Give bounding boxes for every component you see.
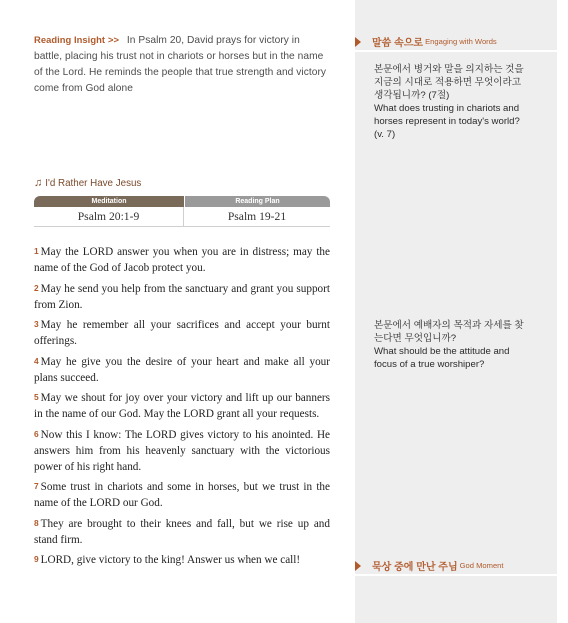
verse-number: 2 (34, 282, 39, 293)
verse (34, 552, 330, 568)
verse-text: Now this I know: The LORD gives victory to his anointed. He answers him from his heavenly sanctuary with the victorious power of his right hand. (34, 428, 330, 473)
verse-text: May the LORD answer you when you are in distress; may the name of the God of Jacob protect you. (34, 246, 330, 274)
verse-number: 8 (34, 517, 39, 528)
verse-number: 1 (34, 246, 39, 256)
scripture-passage (34, 244, 330, 573)
chevron-right-icon: >> (107, 34, 120, 45)
verse-number: 9 (34, 554, 39, 564)
reading-plan-passage: Psalm 19-21 (227, 210, 287, 223)
verse-number: 3 (34, 319, 39, 329)
reading-plan-tab-label: Reading Plan (185, 196, 330, 207)
insight-paragraph (34, 32, 330, 97)
verse-text: They are brought to their knees and fall, but we rise up and stand firm. (34, 517, 330, 546)
question-korean: 본문에서 병거와 말을 의지하는 것을 지금의 시대로 적용하면 무엇이라고 생각됩니까? (7절) (374, 64, 524, 101)
section-heading-engaging (355, 34, 497, 49)
verse-number: 6 (34, 428, 39, 439)
verse (34, 516, 330, 548)
section-heading-god-moment (355, 558, 504, 573)
section-title-english: Engaging with Words (425, 37, 497, 46)
question-korean: 본문에서 예배자의 목적과 자세를 찾는다면 무엇입니까? (374, 320, 524, 344)
meditation-tab-label: Meditation (34, 196, 184, 207)
plan-header-row (34, 196, 330, 207)
divider (355, 50, 557, 52)
question-english: What does trusting in chariots and horses represent in today's world? (v. 7) (374, 103, 520, 140)
triangle-marker-icon (355, 37, 361, 47)
reading-plan-table (34, 196, 330, 227)
insight-text: In Psalm 20, David prays for victory in battle, placing his trust not in chariots or horses but in the name of the Lord. He reminds the people that true strength and victory come from God alone (34, 35, 327, 94)
verse-number: 7 (34, 481, 39, 491)
divider (355, 574, 557, 576)
verse (34, 354, 330, 386)
verse (34, 317, 330, 349)
verse (34, 390, 330, 422)
plan-value-row (34, 207, 330, 227)
verse-number: 5 (34, 392, 39, 402)
reflection-question (374, 63, 524, 141)
triangle-marker-icon (355, 561, 361, 571)
section-title-korean: 말씀 속으로 (372, 38, 424, 49)
music-note-icon: ♫ (34, 177, 43, 189)
reflection-question (374, 319, 524, 371)
meditation-passage: Psalm 20:1-9 (34, 207, 184, 226)
verse-text: May we shout for joy over your victory and lift up our banners in the name of our God. May the LORD grant all your requests. (34, 392, 330, 420)
verse-text: May he send you help from the sanctuary and grant you support from Zion. (34, 282, 330, 311)
reading-insight (34, 32, 330, 97)
insight-label: Reading Insight (34, 34, 106, 45)
section-title-english: God Moment (459, 561, 504, 570)
verse (34, 479, 330, 511)
verse-text: May he give you the desire of your heart and make all your plans succeed. (34, 355, 330, 384)
verse-number: 4 (34, 355, 39, 366)
verse-text: Some trust in chariots and some in horses, but we trust in the name of the LORD our God. (34, 481, 330, 509)
verse (34, 281, 330, 313)
verse-text: May he remember all your sacrifices and accept your burnt offerings. (34, 319, 330, 347)
question-english: What should be the attitude and focus of a true worshiper? (374, 346, 510, 370)
reflection-sidebar (355, 0, 557, 623)
verse (34, 427, 330, 475)
verse (34, 244, 330, 276)
hymn-title: I'd Rather Have Jesus (45, 177, 142, 189)
section-title-korean: 묵상 중에 만난 주님 (372, 562, 458, 573)
hymn-line (34, 177, 141, 189)
verse-text: LORD, give victory to the king! Answer us when we call! (40, 554, 301, 566)
